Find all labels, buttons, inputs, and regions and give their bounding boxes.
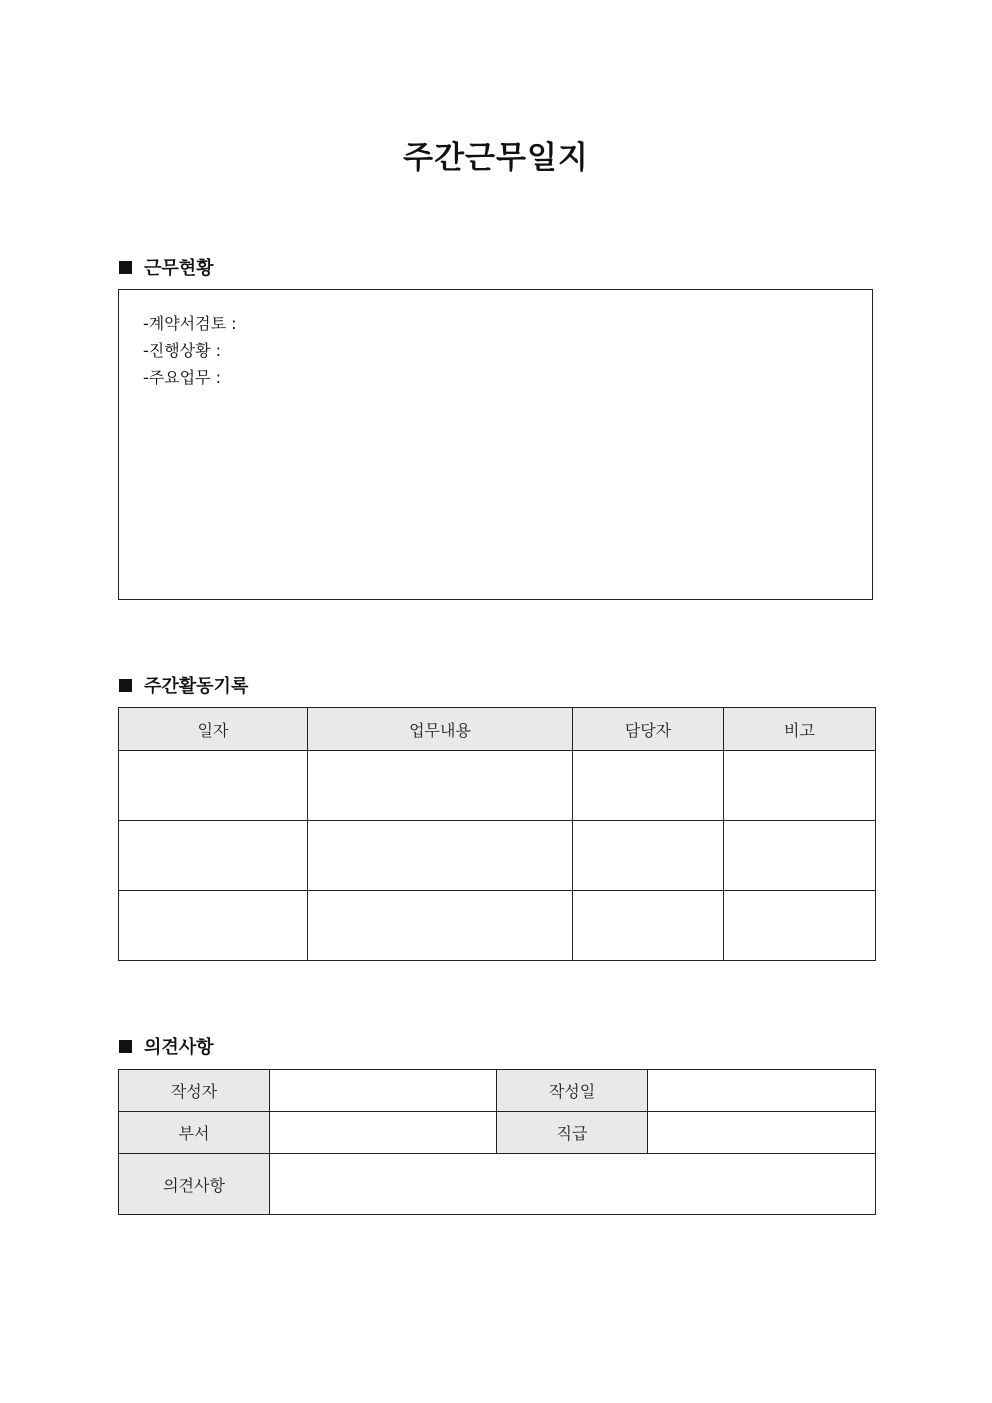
column-header-task: 업무내용 bbox=[308, 708, 573, 751]
square-bullet-icon bbox=[119, 1040, 132, 1053]
section-heading-label: 의견사항 bbox=[144, 1037, 214, 1058]
section-heading-status bbox=[119, 254, 214, 280]
department-field[interactable] bbox=[270, 1112, 497, 1154]
section-heading-label: 주간활동기록 bbox=[144, 676, 249, 697]
date-cell[interactable] bbox=[119, 821, 308, 891]
square-bullet-icon bbox=[119, 261, 132, 274]
opinion-table bbox=[118, 1069, 876, 1215]
remarks-cell[interactable] bbox=[724, 751, 876, 821]
activity-table bbox=[118, 707, 876, 961]
date-cell[interactable] bbox=[119, 751, 308, 821]
contract-review-line: -계약서검토 : bbox=[143, 314, 237, 333]
section-heading-activity bbox=[119, 672, 248, 698]
opinion-field[interactable] bbox=[270, 1154, 876, 1215]
assignee-cell[interactable] bbox=[573, 821, 724, 891]
position-field[interactable] bbox=[648, 1112, 876, 1154]
column-header-assignee: 담당자 bbox=[573, 708, 724, 751]
date-field[interactable] bbox=[648, 1070, 876, 1112]
main-tasks-line: -주요업무 : bbox=[143, 368, 222, 387]
task-cell[interactable] bbox=[308, 821, 573, 891]
opinion-label: 의견사항 bbox=[119, 1154, 270, 1215]
author-label: 작성자 bbox=[119, 1070, 270, 1112]
department-label: 부서 bbox=[119, 1112, 270, 1154]
section-heading-opinion bbox=[119, 1033, 214, 1059]
author-field[interactable] bbox=[270, 1070, 497, 1112]
page-title: 주간근무일지 bbox=[403, 140, 589, 176]
assignee-cell[interactable] bbox=[573, 891, 724, 961]
remarks-cell[interactable] bbox=[724, 821, 876, 891]
status-text-box[interactable] bbox=[118, 289, 873, 600]
table-row bbox=[119, 1154, 876, 1215]
table-row bbox=[119, 1112, 876, 1154]
remarks-cell[interactable] bbox=[724, 891, 876, 961]
task-cell[interactable] bbox=[308, 751, 573, 821]
column-header-date: 일자 bbox=[119, 708, 308, 751]
position-label: 직급 bbox=[497, 1112, 648, 1154]
task-cell[interactable] bbox=[308, 891, 573, 961]
table-row bbox=[119, 1070, 876, 1112]
square-bullet-icon bbox=[119, 679, 132, 692]
table-row bbox=[119, 821, 876, 891]
table-row bbox=[119, 751, 876, 821]
column-header-remarks: 비고 bbox=[724, 708, 876, 751]
section-heading-label: 근무현황 bbox=[144, 258, 214, 279]
date-label: 작성일 bbox=[497, 1070, 648, 1112]
assignee-cell[interactable] bbox=[573, 751, 724, 821]
progress-line: -진행상황 : bbox=[143, 341, 222, 360]
table-header-row bbox=[119, 708, 876, 751]
date-cell[interactable] bbox=[119, 891, 308, 961]
table-row bbox=[119, 891, 876, 961]
